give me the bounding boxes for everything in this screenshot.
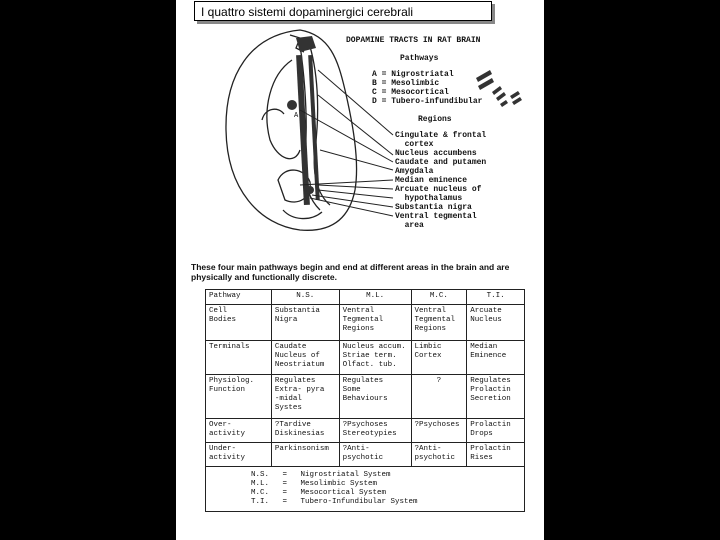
table-cell: Parkinsonism [271,443,339,467]
region-item: Substantia nigra [395,203,472,212]
pathway-marker-a: A [294,112,299,120]
region-item: hypothalamus [395,194,463,203]
pathway-item: D = Tubero-infundibular [372,97,483,106]
table-cell: Regulates Some Behaviours [339,375,411,419]
regions-label: Regions [418,115,452,124]
table-cell: Nucleus accum. Striae term. Olfact. tub. [339,341,411,375]
table-cell: Over- activity [206,419,272,443]
table-row [206,375,525,419]
pathways-label: Pathways [400,54,439,63]
column-header: T.I. [467,290,525,305]
column-header: N.S. [271,290,339,305]
table-legend-row [206,467,525,512]
pathway-item: A = Nigrostriatal [372,70,454,79]
dopamine-systems-table [205,289,525,512]
table-cell: Limbic Cortex [411,341,467,375]
table-cell: Cell Bodies [206,305,272,341]
table-row [206,341,525,375]
slide-title: I quattro sistemi dopaminergici cerebrali [194,1,492,21]
table-cell: Physiolog. Function [206,375,272,419]
table-cell: ?Anti- psychotic [411,443,467,467]
pathway-item: B = Mesolimbic [372,79,440,88]
table-cell: Ventral Tegmental Regions [339,305,411,341]
column-header: Pathway [206,290,272,305]
table-cell: ? [411,375,467,419]
table-cell: Arcuate Nucleus [467,305,525,341]
table-cell: Prolactin Rises [467,443,525,467]
table-legend: N.S. = Nigrostriatal System M.L. = Mesolimbic System M.C. = Mesocortical System T.I. = Tubero-Infundibular System [206,467,525,512]
table-cell: Terminals [206,341,272,375]
table-row [206,419,525,443]
table-cell: Regulates Extra- pyra -midal Systes [271,375,339,419]
table-cell: Under- activity [206,443,272,467]
table-row [206,443,525,467]
table-row [206,305,525,341]
table-header-row [206,290,525,305]
table-cell: ?Psychoses [411,419,467,443]
region-item: cortex [395,140,434,149]
diagram-heading: DOPAMINE TRACTS IN RAT BRAIN [346,36,481,45]
region-item: Median eminence [395,176,468,185]
column-header: M.C. [411,290,467,305]
table-cell: Substantia Nigra [271,305,339,341]
region-item: Nucleus accumbens [395,149,477,158]
column-header: M.L. [339,290,411,305]
region-item: Cingulate & frontal [395,131,487,140]
table-cell: Prolactin Drops [467,419,525,443]
table-cell: Median Eminence [467,341,525,375]
pathway-item: C = Mesocortical [372,88,449,97]
table-cell: Ventral Tegmental Regions [411,305,467,341]
region-item: Ventral tegmental [395,212,477,221]
table-cell: ?Anti- psychotic [339,443,411,467]
table-cell: Regulates Prolactin Secretion [467,375,525,419]
caption: These four main pathways begin and end at different areas in the brain and are physically and functionally discrete. [191,262,510,282]
table-cell: ?Psychoses Stereotypies [339,419,411,443]
region-item: Arcuate nucleus of [395,185,482,194]
region-item: area [395,221,424,230]
table-cell: Caudate Nucleus of Neostriatum [271,341,339,375]
region-item: Caudate and putamen [395,158,487,167]
table-cell: ?Tardive Diskinesias [271,419,339,443]
region-item: Amygdala [395,167,434,176]
